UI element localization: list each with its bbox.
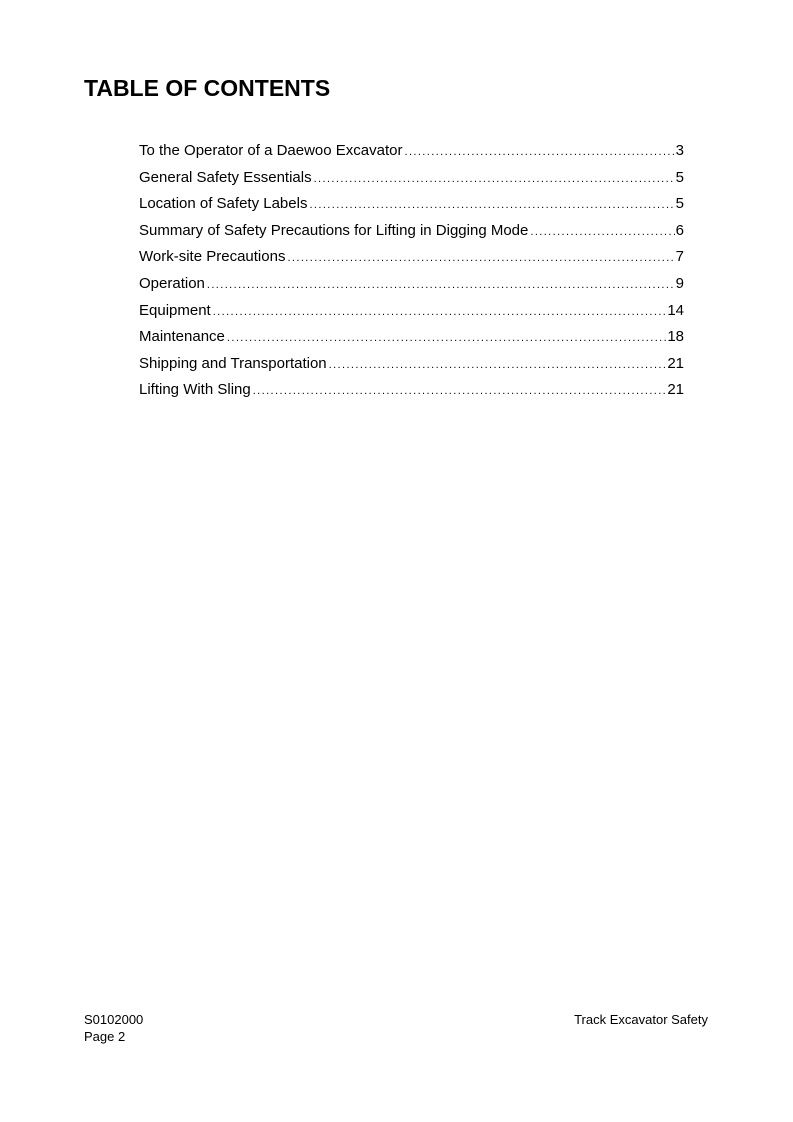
footer-right xyxy=(574,1011,708,1028)
toc-entry-page: 21 xyxy=(667,354,684,372)
toc-entry-title: Operation xyxy=(139,274,205,292)
toc-entry-operator[interactable] xyxy=(139,141,684,168)
toc-entry-title: Shipping and Transportation xyxy=(139,354,327,372)
dot-leader xyxy=(314,169,675,189)
toc-entry-page: 6 xyxy=(675,221,684,239)
toc-entry-page: 18 xyxy=(667,328,684,346)
toc-entry-title: Location of Safety Labels xyxy=(139,195,308,213)
toc-entry-safety-labels[interactable] xyxy=(139,194,684,221)
toc-entry-page: 5 xyxy=(675,168,684,186)
toc-entry-title: Summary of Safety Precautions for Lifting in Digging Mode xyxy=(139,221,529,239)
toc-entry-page: 9 xyxy=(675,274,684,292)
toc-entry-title: Lifting With Sling xyxy=(139,381,251,399)
toc-entry-maintenance[interactable] xyxy=(139,327,684,354)
dot-leader xyxy=(213,302,667,322)
toc-entry-work-site[interactable] xyxy=(139,247,684,274)
toc-entry-title: Equipment xyxy=(139,301,211,319)
toc-entry-general-safety[interactable] xyxy=(139,168,684,195)
footer-section-title: Track Excavator Safety xyxy=(574,1012,708,1027)
toc-entry-lifting-summary[interactable] xyxy=(139,221,684,248)
footer-doc-code: S0102000 xyxy=(84,1012,144,1027)
footer-page-number: Page 2 xyxy=(84,1029,126,1044)
toc-entry-page: 5 xyxy=(675,195,684,213)
page-title: TABLE OF CONTENTS xyxy=(84,75,331,101)
dot-leader xyxy=(207,275,675,295)
dot-leader xyxy=(227,328,666,348)
toc-entry-shipping[interactable] xyxy=(139,354,684,381)
table-of-contents xyxy=(139,141,684,407)
toc-entry-page: 7 xyxy=(675,248,684,266)
toc-entry-title: Maintenance xyxy=(139,328,225,346)
dot-leader xyxy=(287,248,674,268)
dot-leader xyxy=(309,195,674,215)
toc-entry-title: General Safety Essentials xyxy=(139,168,312,186)
dot-leader xyxy=(253,381,667,401)
dot-leader xyxy=(404,142,674,162)
toc-entry-page: 14 xyxy=(667,301,684,319)
dot-leader xyxy=(329,355,667,375)
toc-entry-operation[interactable] xyxy=(139,274,684,301)
toc-entry-lifting-sling[interactable] xyxy=(139,380,684,407)
toc-entry-title: To the Operator of a Daewoo Excavator xyxy=(139,142,403,159)
dot-leader xyxy=(530,222,674,242)
toc-entry-page: 21 xyxy=(667,381,684,399)
toc-entry-equipment[interactable] xyxy=(139,301,684,328)
footer-left xyxy=(84,1011,143,1045)
toc-entry-page: 3 xyxy=(675,142,684,159)
toc-entry-title: Work-site Precautions xyxy=(139,248,286,266)
